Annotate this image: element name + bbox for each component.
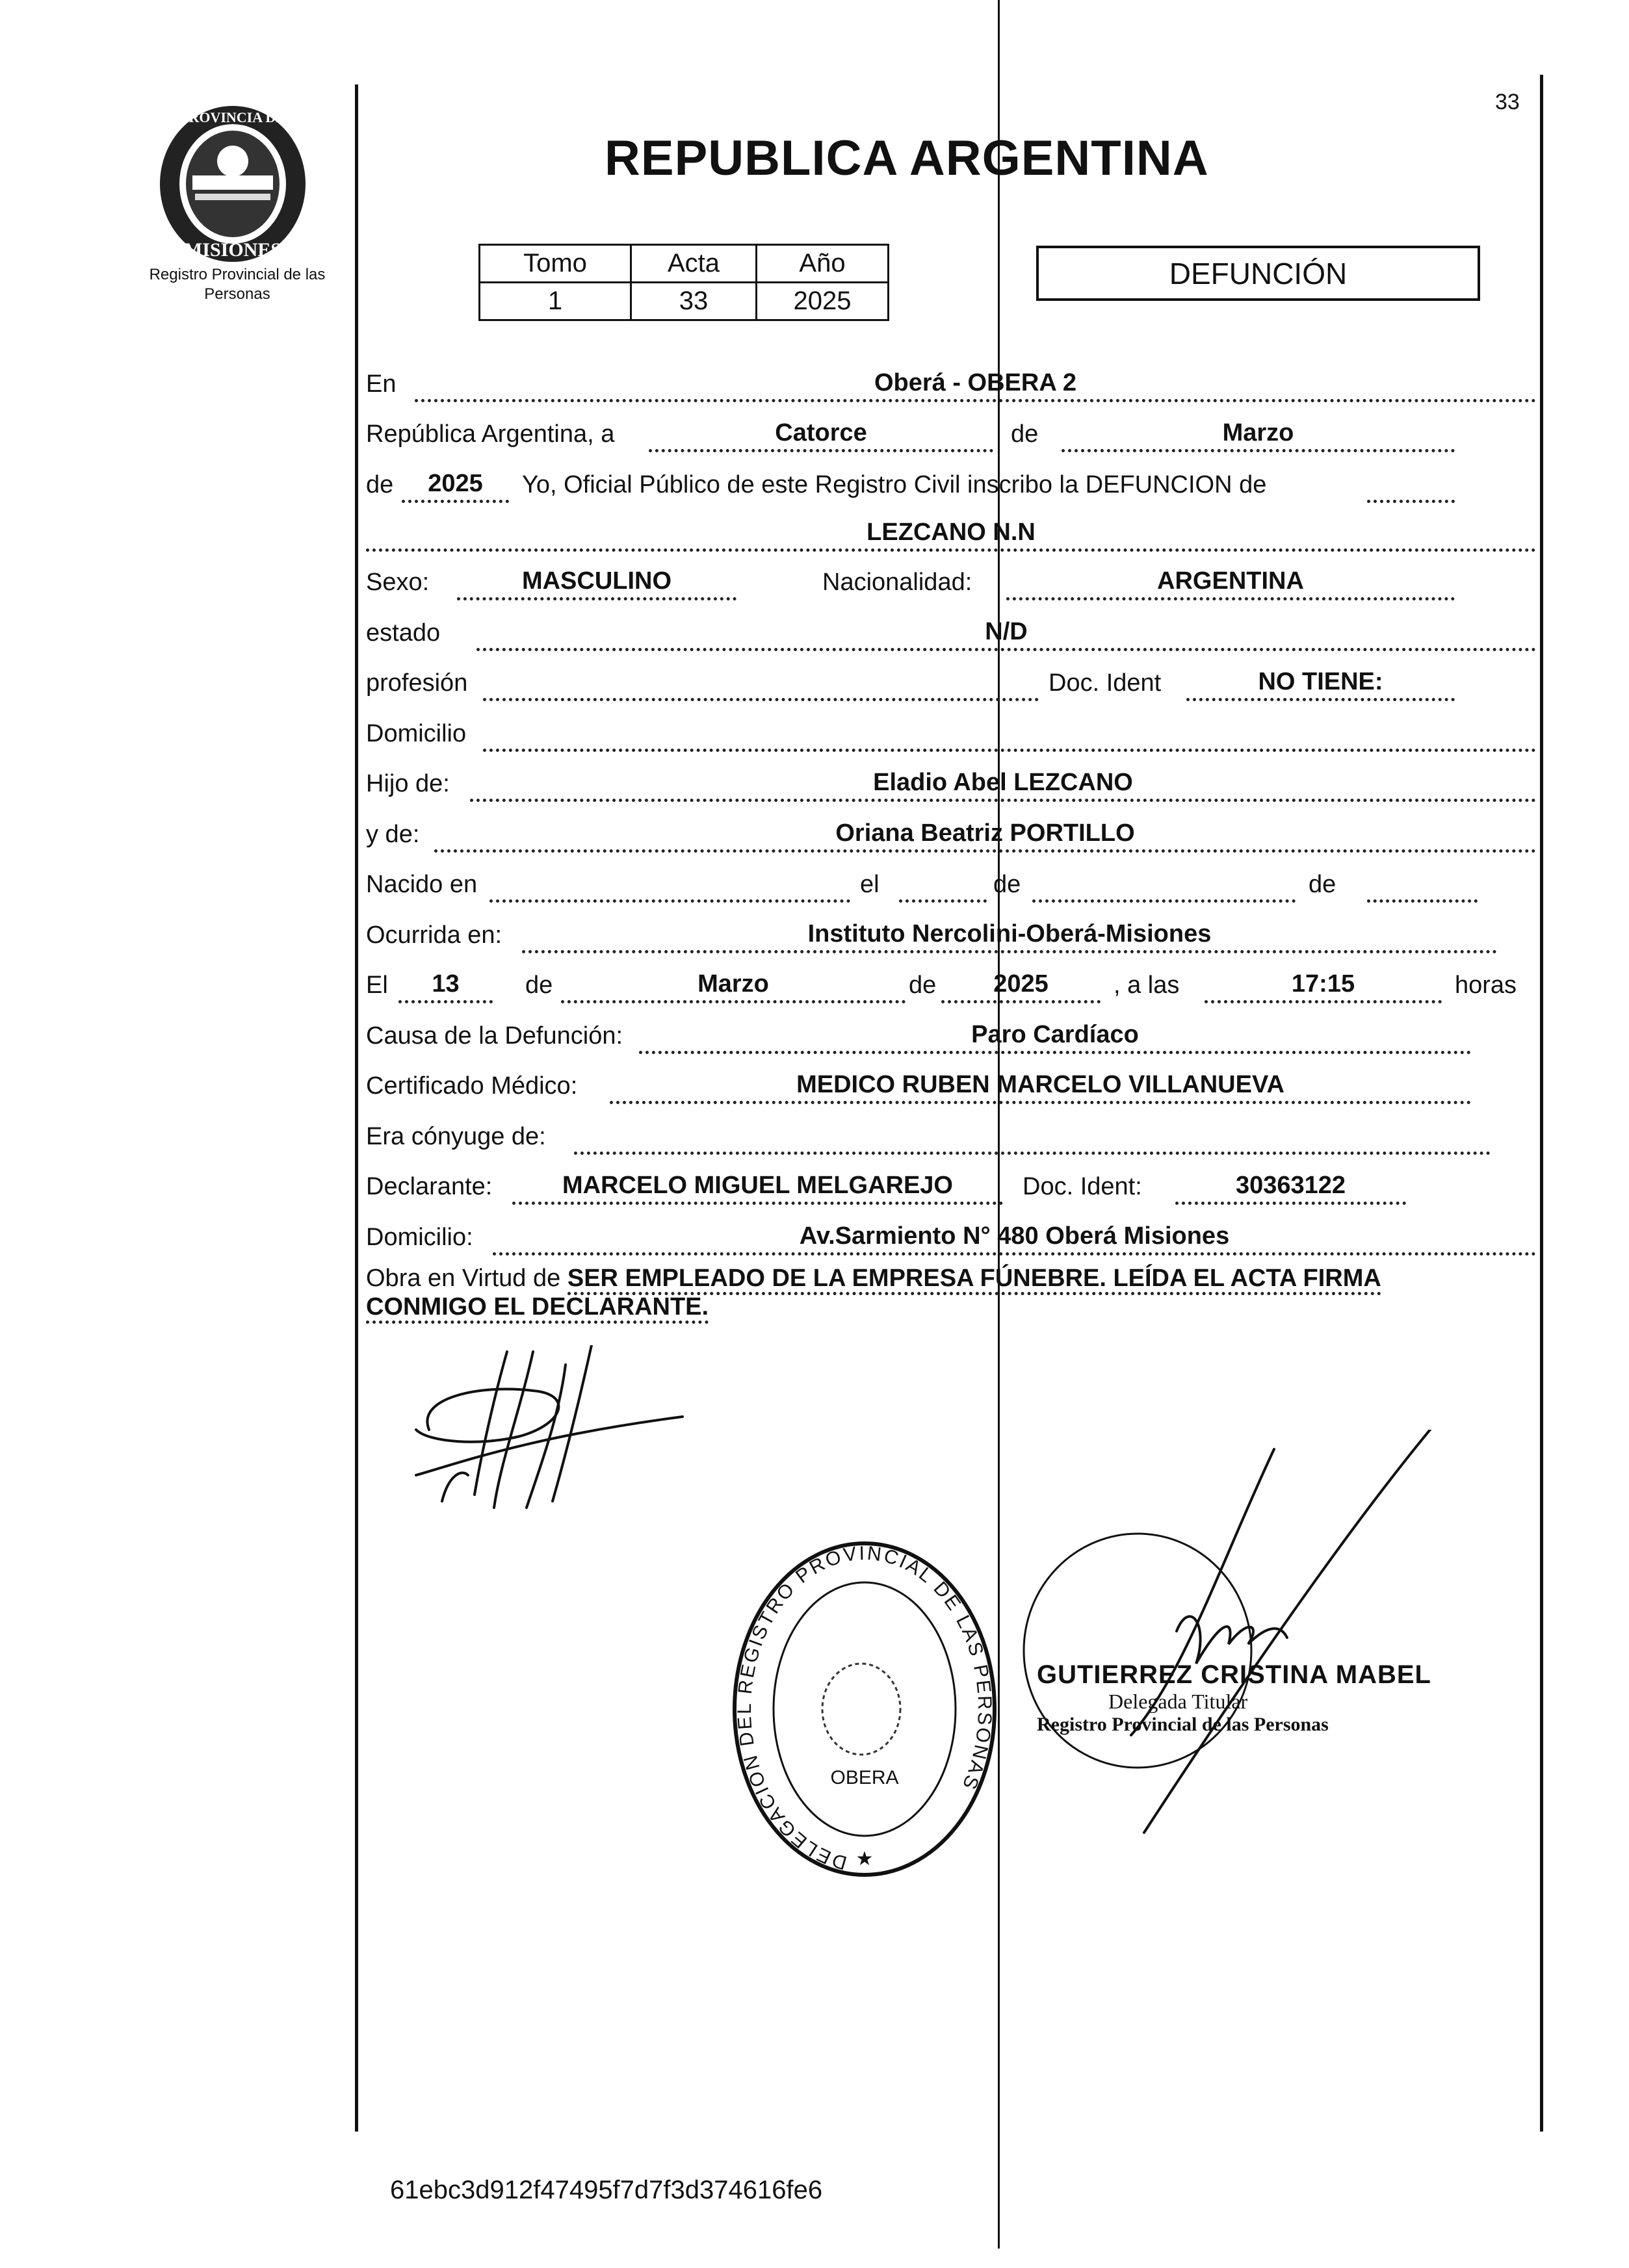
official-title: Delegada Titular (1108, 1690, 1248, 1713)
decl-doc-label: Doc. Ident: (1023, 1173, 1142, 1200)
yo-text: Yo, Oficial Público de este Registro Civil inscribo la DEFUNCION de (522, 471, 1267, 498)
sexo-label: Sexo: (366, 569, 430, 596)
decl-doc-field: 30363122 (1175, 1169, 1406, 1205)
svg-text:PROVINCIA DE: PROVINCIA DE (180, 109, 285, 125)
death-de-label-2: de (909, 972, 937, 999)
nacido-lugar-field (489, 867, 850, 903)
nacido-anio-field (1367, 867, 1478, 903)
row-fecha-muerte (366, 962, 1536, 1007)
tomo-acta-table (478, 244, 889, 321)
declarante-field: MARCELO MIGUEL MELGAREJO (512, 1169, 1003, 1205)
nacido-de-label: de (993, 871, 1021, 898)
horas-label: horas (1455, 972, 1517, 999)
conyuge-label: Era cónyuge de: (366, 1123, 546, 1150)
tomo-value: 1 (480, 283, 631, 320)
nacido-de-label-2: de (1309, 871, 1336, 898)
republica-label: República Argentina, a (366, 420, 615, 448)
row-certificado (366, 1063, 1536, 1108)
madre-field: Oriana Beatriz PORTILLO (434, 817, 1536, 853)
page-title: REPUBLICA ARGENTINA (605, 131, 1209, 186)
month-text-field: Marzo (1062, 417, 1455, 452)
death-time-field: 17:15 (1205, 968, 1442, 1003)
row-declarante (366, 1163, 1536, 1209)
de-label-2: de (366, 471, 394, 498)
domicilio-label: Domicilio (366, 720, 467, 747)
row-causa (366, 1012, 1536, 1058)
obra-text-2: CONMIGO EL DECLARANTE. (366, 1293, 709, 1324)
causa-field: Paro Cardíaco (639, 1018, 1471, 1054)
official-signature (1014, 1430, 1469, 1885)
doc-ident-field: NO TIENE: (1186, 665, 1455, 701)
profesion-label: profesión (366, 669, 468, 697)
nacido-label: Nacido en (366, 871, 478, 898)
row-year (366, 461, 1536, 507)
document-hash: 61ebc3d912f47495f7d7f3d374616fe6 (390, 2176, 823, 2204)
en-label: En (366, 370, 397, 398)
doc-ident-label: Doc. Ident (1049, 669, 1162, 697)
obra-label: Obra en Virtud de (366, 1265, 561, 1292)
death-de-label: de (525, 972, 553, 999)
nacido-el-label: el (860, 871, 880, 898)
left-margin-rule (355, 84, 358, 2132)
ocurrida-field: Instituto Nercolini-Oberá-Misiones (522, 918, 1497, 953)
official-signature-block (1037, 1660, 1431, 1736)
acta-header: Acta (631, 245, 757, 283)
official-stamp (728, 1527, 1001, 1891)
day-text-field: Catorce (649, 417, 993, 452)
official-org: Registro Provincial de las Personas (1037, 1714, 1329, 1735)
page-number: 33 (1495, 90, 1520, 114)
acta-value: 33 (631, 283, 757, 320)
decl-dom-label: Domicilio: (366, 1224, 473, 1251)
anio-value: 2025 (757, 283, 889, 320)
ocurrida-label: Ocurrida en: (366, 921, 502, 949)
org-name: Registro Provincial de las Personas (149, 266, 326, 303)
right-margin-rule (1540, 75, 1543, 2132)
obra-text-1: SER EMPLEADO DE LA EMPRESA FÚNEBRE. LEÍDA EL ACTA FIRMA (567, 1265, 1381, 1295)
document-type-box: DEFUNCIÓN (1036, 246, 1480, 301)
nacido-dia-field (899, 867, 987, 903)
row-republica (366, 411, 1536, 456)
de-label: de (1011, 420, 1039, 448)
official-name: GUTIERREZ CRISTINA MABEL (1037, 1660, 1431, 1689)
yde-label: y de: (366, 821, 420, 848)
row-en (366, 361, 1536, 406)
anio-header: Año (757, 245, 889, 283)
row-conyuge (366, 1113, 1536, 1159)
death-day-field: 13 (398, 968, 493, 1003)
profesion-field (483, 665, 1039, 701)
estado-label: estado (366, 619, 441, 647)
row-ocurrida (366, 912, 1536, 957)
nacido-mes-field (1032, 867, 1296, 903)
row-madre (366, 811, 1536, 857)
decl-dom-field: Av.Sarmiento N° 480 Oberá Misiones (493, 1220, 1536, 1256)
declarante-label: Declarante: (366, 1173, 493, 1200)
death-month-field: Marzo (561, 968, 906, 1003)
svg-text:MISIONES: MISIONES (183, 239, 282, 261)
deceased-name-field: LEZCANO N.N (366, 516, 1536, 552)
yo-trailing-field (1367, 467, 1455, 503)
row-decl-domicilio (366, 1214, 1536, 1259)
cert-label: Certificado Médico: (366, 1072, 578, 1100)
row-hijo (366, 760, 1536, 806)
svg-text:DELEGACION DEL REGISTRO PROVIN: DELEGACION DEL REGISTRO PROVINCIAL DE LAS PERSONAS (733, 1542, 996, 1874)
cert-field: MEDICO RUBEN MARCELO VILLANUEVA (610, 1068, 1471, 1104)
obra-en-virtud-block (366, 1264, 1536, 1321)
conyuge-field (574, 1119, 1491, 1155)
death-year-field: 2025 (941, 968, 1101, 1003)
sexo-field: MASCULINO (457, 565, 736, 600)
row-estado (366, 610, 1536, 655)
row-deceased (366, 510, 1536, 556)
row-nacido (366, 861, 1536, 907)
tomo-header: Tomo (480, 245, 631, 283)
year-field: 2025 (402, 467, 509, 503)
province-seal-logo (155, 103, 311, 265)
row-domicilio (366, 710, 1536, 756)
hijo-label: Hijo de: (366, 770, 450, 797)
row-sexo (366, 559, 1536, 604)
causa-label: Causa de la Defunción: (366, 1022, 623, 1050)
row-profesion (366, 660, 1536, 705)
nacionalidad-field: ARGENTINA (1006, 565, 1455, 600)
svg-text:OBERA: OBERA (830, 1767, 899, 1788)
alas-label: , a las (1114, 972, 1180, 999)
en-field: Oberá - OBERA 2 (415, 367, 1536, 402)
svg-text:★: ★ (855, 1848, 874, 1870)
estado-field: N/D (476, 615, 1536, 651)
declarante-signature (403, 1345, 689, 1527)
domicilio-field (483, 716, 1536, 752)
nacionalidad-label: Nacionalidad: (822, 569, 972, 596)
padre-field: Eladio Abel LEZCANO (470, 766, 1536, 802)
el-label: El (366, 972, 388, 999)
